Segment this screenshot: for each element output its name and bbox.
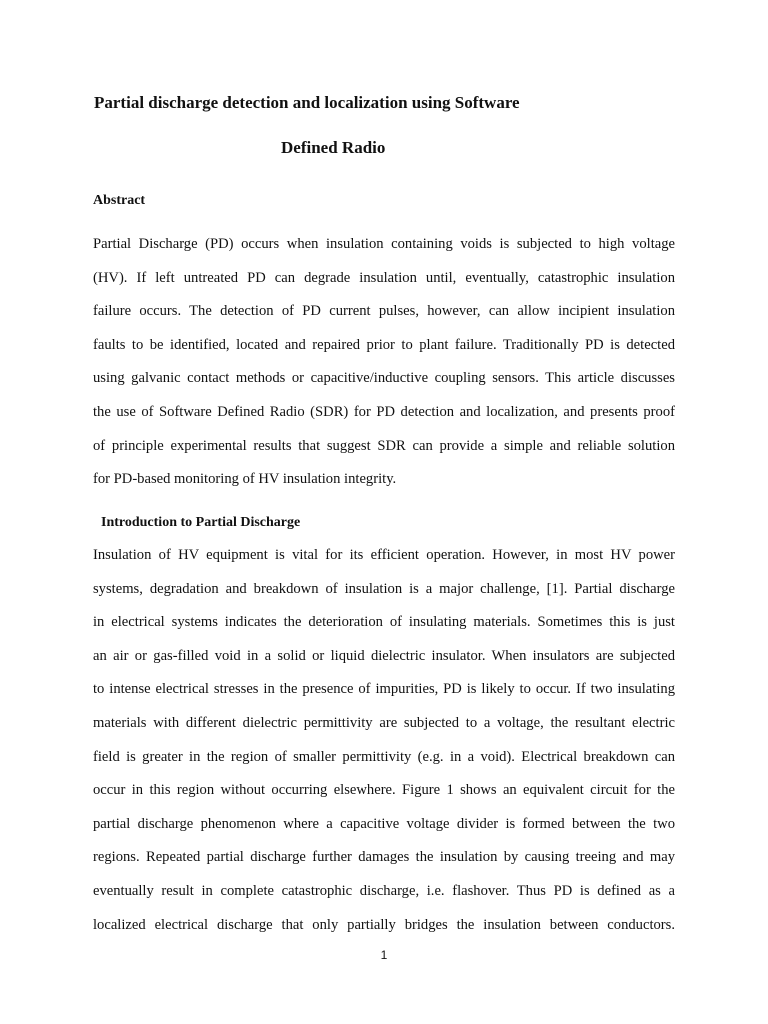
introduction-line: systems, degradation and breakdown of insulation is a major challenge, [1]. Partial discharge <box>93 580 675 597</box>
introduction-body <box>93 539 675 942</box>
abstract-line: for PD-based monitoring of HV insulation integrity. <box>93 471 397 488</box>
introduction-line: field is greater in the region of smaller permittivity (e.g. in a void). Electrical breakdown can <box>93 748 675 765</box>
abstract-line: using galvanic contact methods or capacitive/inductive coupling sensors. This article discusses <box>93 370 675 387</box>
introduction-line: materials with different dielectric permittivity are subjected to a voltage, the resultant electric <box>93 714 675 731</box>
page-number: 1 <box>380 948 388 962</box>
paper-title-line-2: Defined Radio <box>281 138 386 157</box>
abstract-line: of principle experimental results that suggest SDR can provide a simple and reliable solution <box>93 437 675 454</box>
abstract-line: faults to be identified, located and repaired prior to plant failure. Traditionally PD is detected <box>93 336 675 353</box>
introduction-line: to intense electrical stresses in the presence of impurities, PD is likely to occur. If two insulating <box>93 681 675 698</box>
abstract-line: the use of Software Defined Radio (SDR) for PD detection and localization, and presents proof <box>93 403 675 420</box>
abstract-heading: Abstract <box>93 193 146 208</box>
abstract-line: Partial Discharge (PD) occurs when insulation containing voids is subjected to high voltage <box>93 236 675 252</box>
abstract-line: failure occurs. The detection of PD current pulses, however, can allow incipient insulation <box>93 303 675 320</box>
introduction-line: an air or gas-filled void in a solid or liquid dielectric insulator. When insulators are subjected <box>93 647 675 664</box>
introduction-line: in electrical systems indicates the deterioration of insulating materials. Sometimes this is just <box>93 614 675 631</box>
paper-title-line-1: Partial discharge detection and localization using Software <box>94 93 520 112</box>
introduction-line: partial discharge phenomenon where a capacitive voltage divider is formed between the two <box>93 815 675 832</box>
abstract-body <box>93 228 675 497</box>
introduction-line: eventually result in complete catastrophic discharge, i.e. flashover. Thus PD is defined as a <box>93 882 675 899</box>
introduction-line: localized electrical discharge that only partially bridges the insulation between conductors. <box>93 916 675 933</box>
introduction-line: Insulation of HV equipment is vital for its efficient operation. However, in most HV power <box>93 547 675 563</box>
introduction-line: occur in this region without occurring elsewhere. Figure 1 shows an equivalent circuit for the <box>93 782 675 799</box>
abstract-line: (HV). If left untreated PD can degrade insulation until, eventually, catastrophic insulation <box>93 269 675 286</box>
introduction-heading: Introduction to Partial Discharge <box>101 515 301 530</box>
introduction-line: regions. Repeated partial discharge further damages the insulation by causing treeing and may <box>93 849 675 866</box>
